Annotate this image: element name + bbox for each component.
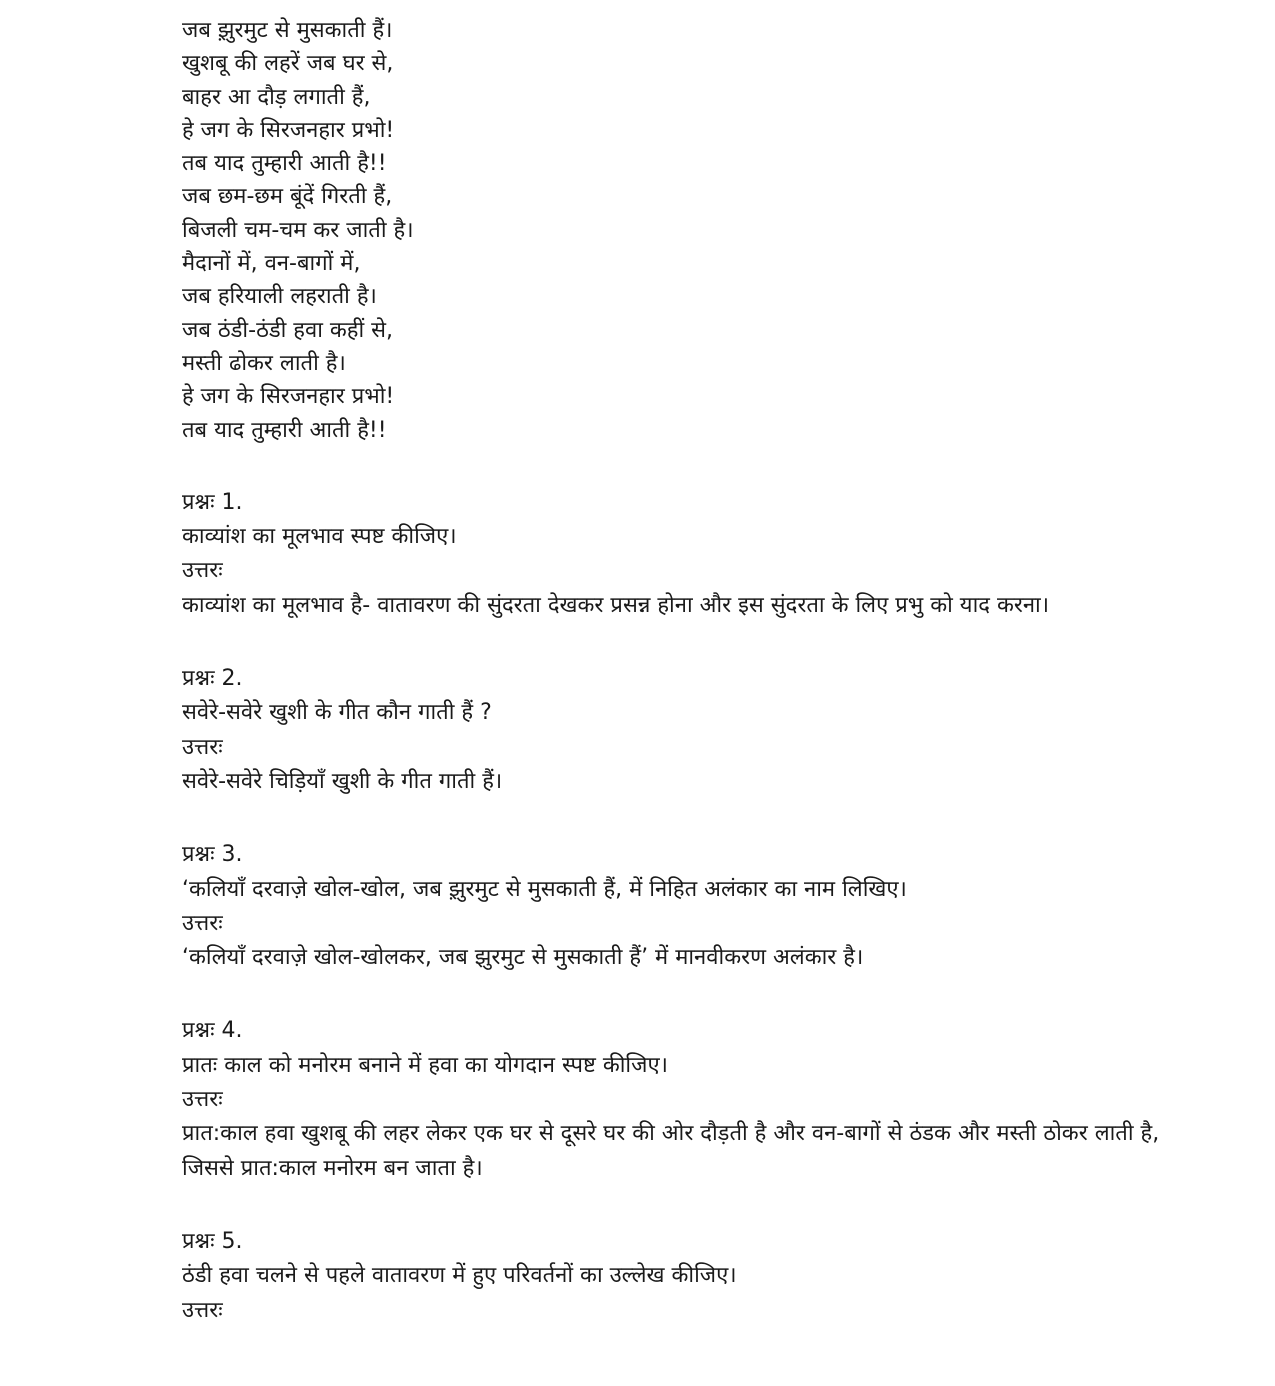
question-number: प्रश्नः 2. [182,666,243,692]
poem-line: हे जग के सिरजनहार प्रभो! [182,384,395,410]
poem-line: बाहर आ दौड़ लगाती हैं, [182,84,371,110]
question-number: प्रश्नः 3. [182,842,243,868]
answer-text: ‘कलियाँ दरवाज़े खोल-खोलकर, जब झुरमुट से मुसकाती हैं’ में मानवीकरण अलंकार है। [182,945,864,971]
question-text: काव्यांश का मूलभाव स्पष्ट कीजिए। [182,524,457,550]
answer-label: उत्तरः [182,1297,223,1323]
poem-line: बिजली चम-चम कर जाती है। [182,217,414,243]
question-number: प्रश्नः 4. [182,1018,243,1044]
question-block-5 [182,1225,1172,1328]
answer-text: काव्यांश का मूलभाव है- वातावरण की सुंदरता देखकर प्रसन्न होना और इस सुंदरता के लिए प्रभु को याद करना। [182,592,1050,618]
question-block-4 [182,1014,1172,1185]
question-block-3 [182,838,1172,975]
answer-text: प्रात:काल हवा खुशबू की लहर लेकर एक घर से दूसरे घर की ओर दौड़ती है और वन-बागों से ठंडक और मस्ती ठोकर लाती है, जिससे प्रात:काल मनोरम बन जाता है। [182,1121,1160,1181]
poem-line: जब झ़ुरमुट से मुसकाती हैं। [182,18,393,43]
poem-excerpt [182,14,1172,447]
question-text: सवेरे-सवेरे खुशी के गीत कौन गाती हैं ? [182,700,492,726]
poem-line: जब छम-छम बूंदें गिरती हैं, [182,184,393,210]
poem-line: मस्ती ढोकर लाती है। [182,350,346,376]
poem-line: खुशबू की लहरें जब घर से, [182,51,394,77]
question-block-2 [182,662,1172,799]
poem-line: तब याद तुम्हारी आती है!! [182,151,387,177]
answer-label: उत्तरः [182,910,223,936]
answer-label: उत्तरः [182,558,223,584]
question-number: प्रश्नः 1. [182,489,243,515]
question-text: ठंडी हवा चलने से पहले वातावरण में हुए परिवर्तनों का उल्लेख कीजिए। [182,1263,737,1289]
poem-line: जब ठंडी-ठंडी हवा कहीं से, [182,317,394,343]
answer-label: उत्तरः [182,734,223,760]
question-text: ‘कलियाँ दरवाज़े खोल-खोल, जब झ़ुरमुट से मुसकाती हैं, में निहित अलंकार का नाम लिखिए। [182,876,907,902]
answer-label: उत्तरः [182,1087,223,1113]
poem-line: हे जग के सिरजनहार प्रभो! [182,117,395,143]
question-text: प्रातः काल को मनोरम बनाने में हवा का योगदान स्पष्ट कीजिए। [182,1052,668,1078]
question-number: प्रश्नः 5. [182,1228,243,1254]
poem-line: जब हरियाली लहराती है। [182,284,377,310]
poem-line: तब याद तुम्हारी आती है!! [182,417,387,443]
answer-text: सवेरे-सवेरे चिड़ियाँ खुशी के गीत गाती हैं। [182,768,503,794]
question-block-1 [182,486,1172,623]
poem-line: मैदानों में, वन-बागों में, [182,251,361,277]
document-page [182,14,1172,1328]
